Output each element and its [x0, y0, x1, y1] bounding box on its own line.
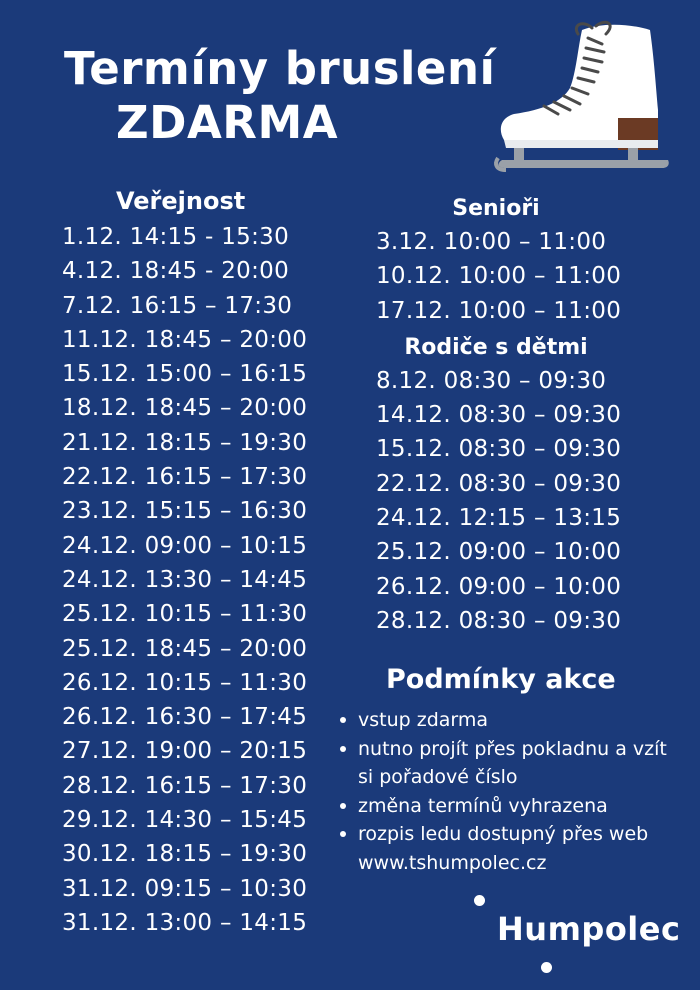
list-item: 28.12. 16:15 – 17:30 [62, 772, 308, 799]
list-item: 25.12. 10:15 – 11:30 [62, 601, 308, 628]
public-slot-list [62, 220, 308, 940]
list-item: 15.12. 15:00 – 16:15 [62, 361, 308, 388]
list-item: 4.12. 18:45 - 20:00 [62, 258, 290, 285]
list-item: vstup zdarma [338, 706, 678, 735]
seniors-heading: Senioři [452, 196, 540, 221]
list-item: 24.12. 09:00 – 10:15 [62, 532, 308, 559]
list-item: 26.12. 09:00 – 10:00 [376, 573, 622, 600]
public-heading: Veřejnost [116, 187, 246, 215]
list-item: 29.12. 14:30 – 15:45 [62, 807, 308, 834]
brand-logo: Humpolec [497, 910, 681, 948]
list-item: nutno projít přes pokladnu a vzít si pořadové číslo [338, 735, 678, 792]
list-item: 24.12. 12:15 – 13:15 [376, 505, 622, 532]
list-item: 7.12. 16:15 – 17:30 [62, 292, 293, 319]
list-item: 10.12. 10:00 – 11:00 [376, 263, 622, 290]
list-item: 8.12. 08:30 – 09:30 [376, 367, 607, 394]
list-item: 3.12. 10:00 – 11:00 [376, 229, 607, 255]
list-item: 11.12. 18:45 – 20:00 [62, 326, 308, 353]
list-item: 22.12. 16:15 – 17:30 [62, 464, 308, 491]
list-item: 27.12. 19:00 – 20:15 [62, 738, 308, 765]
list-item: 15.12. 08:30 – 09:30 [376, 436, 622, 463]
list-item: 30.12. 18:15 – 19:30 [62, 841, 308, 868]
ice-skate-icon [492, 18, 672, 178]
page-title [64, 42, 495, 150]
list-item: změna termínů vyhrazena [338, 792, 678, 821]
list-item: 26.12. 10:15 – 11:30 [62, 669, 308, 696]
list-item: 17.12. 10:00 – 11:00 [376, 297, 622, 324]
list-item: 26.12. 16:30 – 17:45 [62, 704, 308, 731]
list-item: rozpis ledu dostupný přes web www.tshumpolec.cz [338, 820, 678, 877]
public-schedule [62, 186, 308, 940]
list-item: 24.12. 13:30 – 14:45 [62, 566, 308, 593]
conditions-heading: Podmínky akce [386, 664, 616, 695]
title-line-2: ZDARMA [116, 96, 339, 149]
parents-heading: Rodiče s dětmi [404, 334, 588, 360]
list-item: 31.12. 09:15 – 10:30 [62, 875, 308, 902]
list-item: 18.12. 18:45 – 20:00 [62, 395, 308, 422]
conditions-section [338, 662, 678, 877]
list-item: 28.12. 08:30 – 09:30 [376, 607, 622, 634]
list-item: 21.12. 18:15 – 19:30 [62, 429, 308, 456]
list-item: 1.12. 14:15 - 15:30 [62, 224, 290, 250]
list-item: 31.12. 13:00 – 14:15 [62, 909, 308, 936]
seniors-parents-schedule [376, 193, 636, 638]
title-line-1: Termíny bruslení [64, 42, 496, 95]
list-item: 23.12. 15:15 – 16:30 [62, 498, 308, 525]
list-item: 22.12. 08:30 – 09:30 [376, 470, 622, 497]
decorative-dot [541, 962, 552, 973]
list-item: 25.12. 09:00 – 10:00 [376, 539, 622, 566]
list-item: 14.12. 08:30 – 09:30 [376, 402, 622, 429]
list-item: 25.12. 18:45 – 20:00 [62, 635, 308, 662]
conditions-list [338, 706, 678, 877]
decorative-dot [474, 895, 485, 906]
